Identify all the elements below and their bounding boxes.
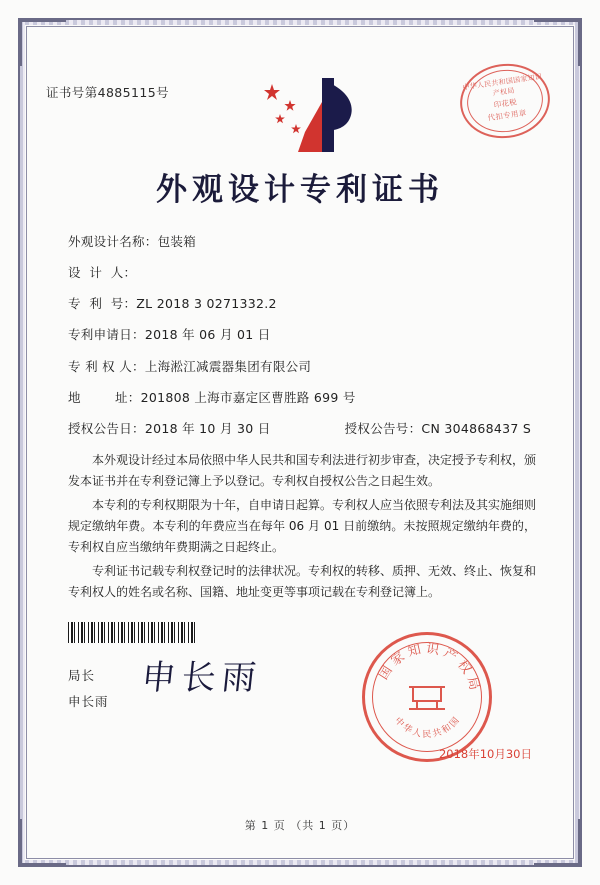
field-grant-date-value: 2018 年 10 月 30 日 — [144, 420, 271, 436]
field-patent-number-value: ZL 2018 3 0271332.2 — [136, 296, 277, 312]
field-design-name-label: 外观设计名称： — [68, 234, 158, 249]
stamp-duty-seal-line2: 印花税 — [493, 97, 518, 110]
legal-paragraph-3: 专利证书记载专利权登记时的法律状况。专利权的转移、质押、无效、终止、恢复和专利权人的姓名或名称、国籍、地址变更等事项记载在专利登记簿上。 — [68, 564, 537, 599]
stamp-duty-seal — [455, 58, 554, 144]
field-grant-row — [68, 421, 544, 437]
fields-list — [68, 234, 544, 452]
svg-text:国家知识产权局: 国家知识产权局 — [376, 641, 483, 696]
field-application-date-value: 2018 年 06 月 01 日 — [144, 327, 271, 343]
field-address-label: 地 址： — [68, 389, 141, 405]
field-application-date-label: 专利申请日： — [68, 327, 145, 343]
field-patent-number — [68, 296, 544, 312]
field-design-name-value: 包装箱 — [157, 234, 197, 249]
office-seal-date: 2018年10月30日 — [438, 747, 532, 761]
office-round-seal-text — [365, 635, 489, 759]
office-round-seal — [362, 632, 492, 762]
field-address — [68, 390, 544, 406]
stamp-duty-seal-line1: 中华人民共和国国家知识产权局 — [462, 73, 543, 98]
director-title-label: 局长 — [68, 668, 96, 683]
field-grant-number-label: 授权公告号： — [344, 420, 422, 436]
field-application-date — [68, 327, 544, 343]
field-patentee-value: 上海淞江减震器集团有限公司 — [144, 358, 312, 374]
legal-paragraph-1: 本外观设计经过本局依照中华人民共和国专利法进行初步审查，决定授予专利权，颁发本证书并在专利登记簿上予以登记。专利权自授权公告之日起生效。 — [68, 453, 537, 488]
field-grant-date-label: 授权公告日： — [68, 420, 145, 436]
stamp-duty-seal-line3: 代扣专用章 — [487, 108, 528, 123]
certificate-content — [46, 46, 554, 839]
page-footer: 第 1 页 （共 1 页） — [244, 819, 356, 832]
legal-paragraph-2: 本专利的专利权期限为十年，自申请日起算。专利权人应当依照专利法及其实施细则规定缴纳年费。本专利的年费应当在每年 06 月 01 日前缴纳。未按照规定缴纳年费的，专利权自应当缴纳年费期满之日起终止。 — [68, 498, 537, 554]
field-grant-number-value: CN 304868437 S — [421, 420, 532, 436]
field-designer-label: 设 计 人： — [68, 265, 137, 281]
patent-office-logo-icon — [260, 74, 370, 156]
certificate-number: 证书号第4885115号 — [46, 85, 169, 100]
barcode — [68, 622, 196, 643]
svg-text:中华人民共和国: 中华人民共和国 — [392, 714, 463, 741]
field-patentee-label: 专 利 权 人： — [68, 358, 145, 374]
field-design-name — [68, 234, 544, 250]
legal-paragraphs — [68, 450, 536, 606]
field-patent-number-label: 专 利 号： — [68, 296, 137, 312]
director-handwritten-signature: 申长雨 — [139, 658, 264, 698]
field-designer — [68, 265, 544, 281]
field-address-value: 201808 上海市嘉定区曹胜路 699 号 — [140, 389, 356, 405]
page-title: 外观设计专利证书 — [156, 172, 444, 208]
field-patentee — [68, 359, 544, 375]
director-name-label: 申长雨 — [68, 694, 109, 709]
